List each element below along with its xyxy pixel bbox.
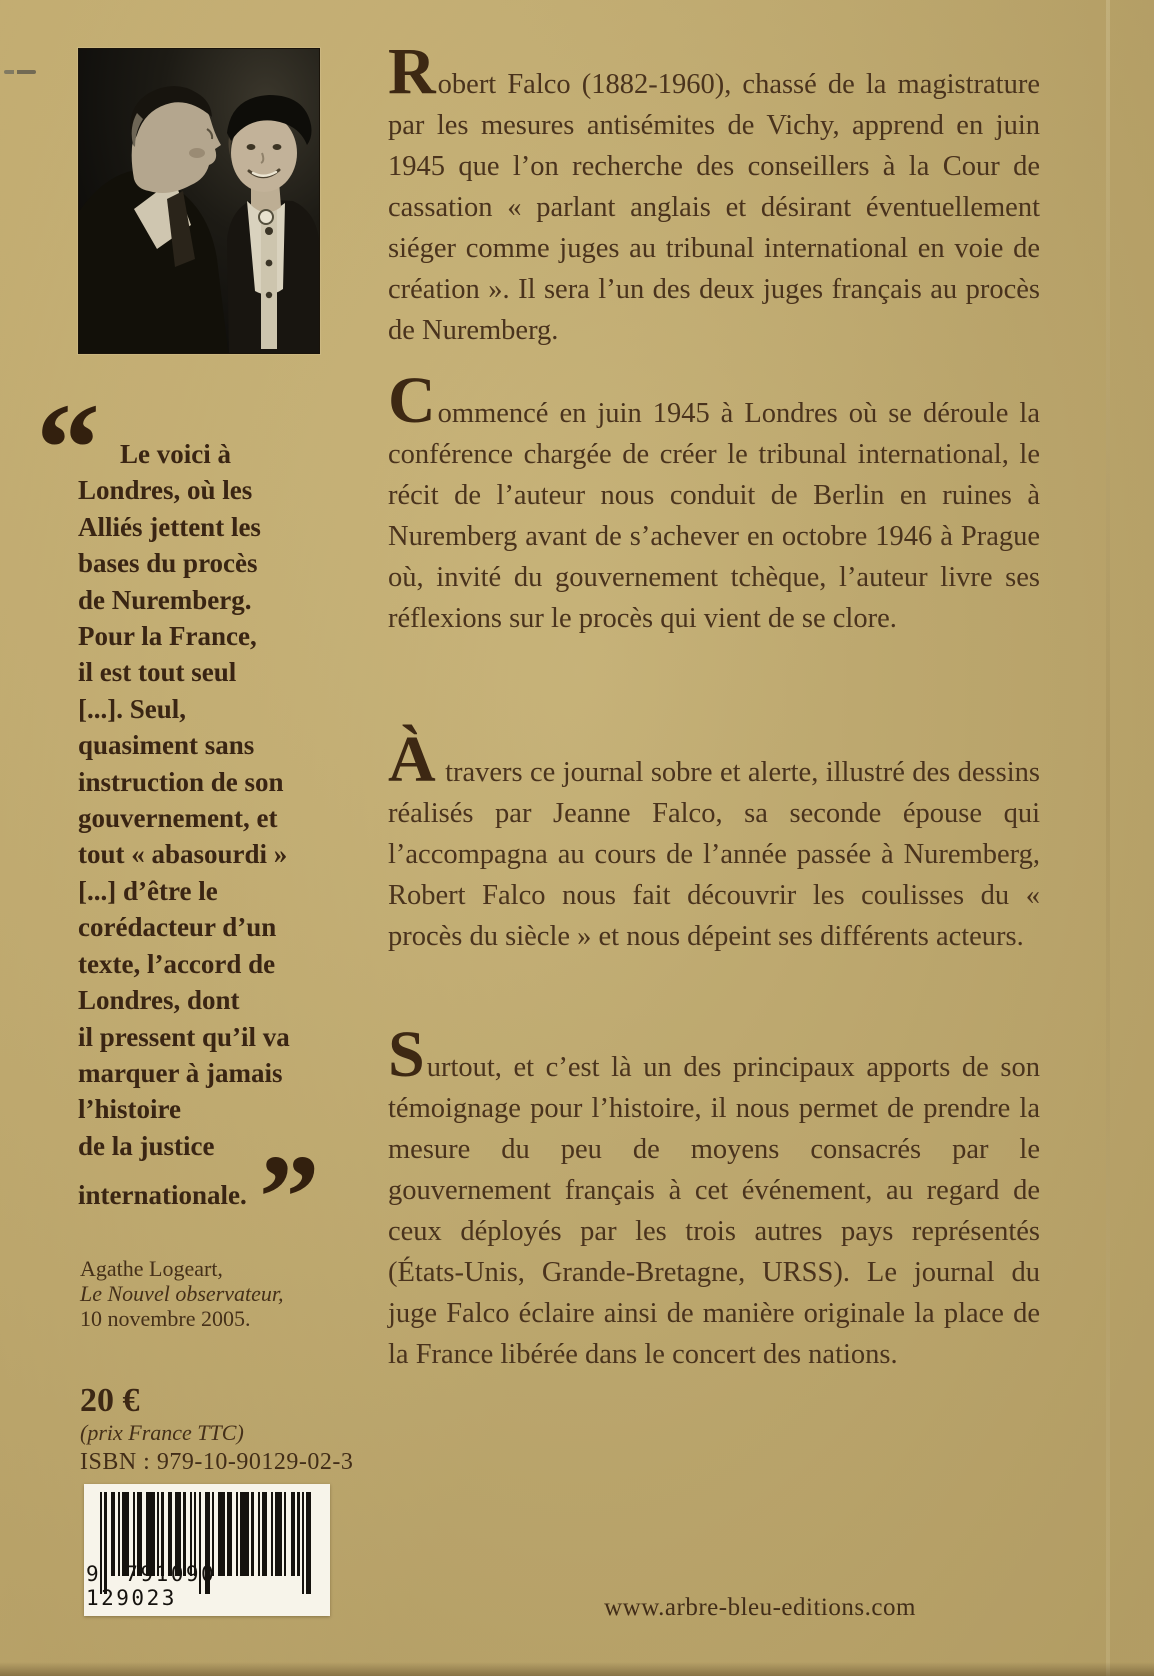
drop-cap: R — [388, 35, 436, 108]
pull-quote-line: quasiment sans — [78, 730, 255, 761]
paragraph-surtout — [388, 1018, 1040, 1375]
pull-quote-line: de la justice — [78, 1130, 215, 1161]
pull-quote-line: l’histoire — [78, 1094, 181, 1125]
pull-quote-line: il pressent qu’il va — [78, 1021, 290, 1052]
isbn: ISBN : 979-10-90129-02-3 — [80, 1449, 354, 1475]
drop-cap: C — [388, 364, 436, 437]
pull-quote-line: instruction de son — [78, 766, 284, 797]
attribution-author: Agathe Logeart, — [80, 1256, 223, 1281]
paragraph-a-travers — [388, 723, 1040, 957]
pull-quote-line: [...] d’être le — [78, 875, 218, 906]
pull-quote-line: Londres, dont — [78, 985, 240, 1016]
paragraph-text: urtout, et c’est là un des principaux apports de son témoignage pour l’histoire, il nous permet de prendre la mesure du peu de moyens consacrés par le gouvernement français à cet événement, au regard de ceux déployés par les trois autres pays représentés (États-Unis, Grande-Bretagne, URSS). Le journal du juge Falco éclaire ainsi de manière originale la place de la France libérée dans le concert des nations. — [388, 1052, 1040, 1370]
paragraph-text: obert Falco (1882-1960), chassé de la magistrature par les mesures antisémites de Vichy, apprend en juin 1945 que l’on recherche des conseillers à la Cour de cassation « parlant anglais et désirant éventuellement siéger comme juges au tribunal international en voie de création ». Il sera l’un des deux juges français au procès de Nuremberg. — [388, 69, 1040, 346]
paragraph-commence — [388, 364, 1040, 639]
drop-cap: S — [388, 1018, 425, 1091]
barcode-digits: 9 791090 129023 — [86, 1562, 217, 1610]
pull-quote-line: [...]. Seul, — [78, 693, 186, 724]
pull-quote-line: gouvernement, et — [78, 803, 278, 834]
scan-crease — [1106, 0, 1110, 1676]
author-photo — [78, 48, 320, 354]
open-quote-mark: “ — [36, 377, 94, 519]
barcode — [84, 1484, 330, 1616]
paragraph-text: ommencé en juin 1945 à Londres où se déroule la conférence chargée de créer le tribunal international, le récit de l’auteur nous conduit de Berlin en ruines à Nuremberg avant de s’achever en octobre 1946 à Prague où, invité du gouvernement tchèque, l’auteur livre ses réflexions sur le procès qui vient de se clore. — [388, 398, 1040, 634]
paragraph-text: travers ce journal sobre et alerte, illustré des dessins réalisés par Jeanne Falco, sa seconde épouse qui l’accompagna au cours de l’année passée à Nuremberg, Robert Falco nous fait découvrir les coulisses du « procès du siècle » et nous dépeint ses différents acteurs. — [388, 757, 1040, 952]
attribution-date: 10 novembre 2005. — [80, 1306, 251, 1331]
pull-quote-line: tout « abasourdi » — [78, 839, 288, 870]
price-note: (prix France TTC) — [80, 1420, 244, 1445]
pull-quote-line: bases du procès — [78, 548, 258, 579]
paragraph-robert-falco — [388, 35, 1040, 351]
pull-quote-line: Alliés jettent les — [78, 511, 261, 542]
pull-quote-line: de Nuremberg. — [78, 584, 252, 615]
pull-quote-line: Pour la France, — [78, 621, 257, 652]
attribution-source: Le Nouvel observateur, — [80, 1281, 284, 1306]
photo-illustration — [79, 49, 319, 353]
pull-quote-line: texte, l’accord de — [78, 948, 276, 979]
publisher-website: www.arbre-bleu-editions.com — [604, 1594, 916, 1621]
pull-quote-line: Le voici à — [120, 439, 231, 469]
pull-quote-text — [78, 436, 358, 1266]
price: 20 € — [80, 1382, 140, 1419]
pull-quote-line: Londres, où les — [78, 475, 253, 506]
pull-quote-line: il est tout seul — [78, 657, 237, 688]
quote-attribution — [80, 1256, 283, 1331]
pull-quote-line: marquer à jamais — [78, 1057, 283, 1088]
drop-cap: À — [388, 723, 436, 796]
scan-artifact-mark — [4, 70, 36, 74]
pull-quote-line: internationale.” — [78, 1130, 314, 1266]
pull-quote-line: corédacteur d’un — [78, 912, 277, 943]
